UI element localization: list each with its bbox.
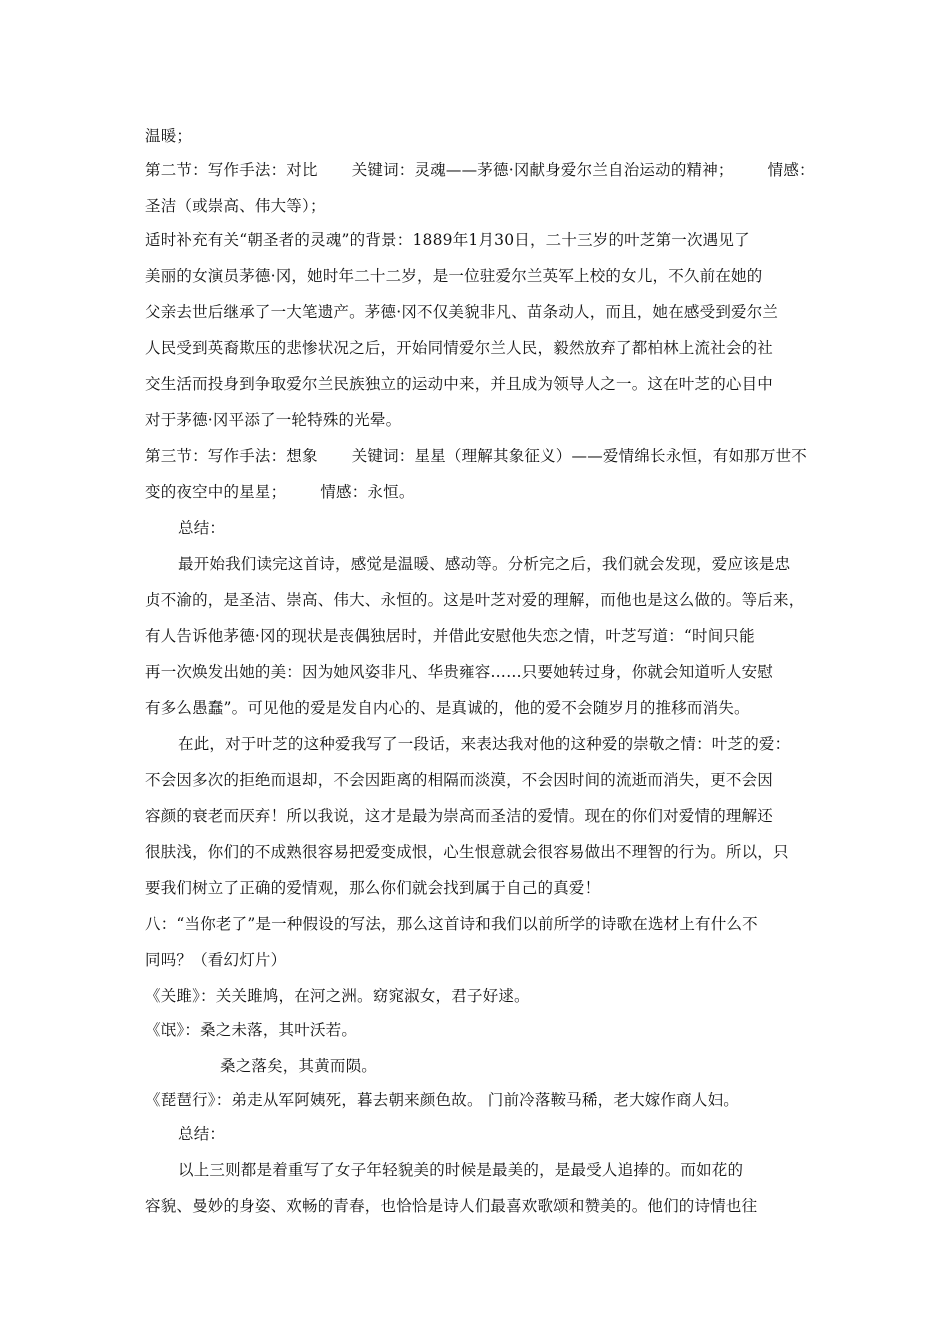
text-line (145, 160, 815, 180)
section-three-emotion: 情感：永恒。 (320, 483, 415, 501)
poem-guanju: 《关雎》：关关雎鸠，在河之洲。窈窕淑女，君子好逑。 (145, 987, 530, 1005)
poem-meng-line2: 桑之落矣，其黄而陨。 (220, 1057, 378, 1075)
text-line: 美丽的女演员茅德·冈，她时年二十二岁，是一位驻爱尔兰英军上校的女儿，不久前在她的 (145, 267, 763, 285)
text-line (145, 482, 415, 502)
text-line: 容颜的衰老而厌弃！所以我说，这才是最为崇高而圣洁的爱情。现在的你们对爱情的理解还 (145, 807, 774, 825)
text-line: 交生活而投身到争取爱尔兰民族独立的运动中来，并且成为领导人之一。这在叶芝的心目中 (145, 375, 774, 393)
section-three-keyword-cont: 变的夜空中的星星； (145, 483, 287, 501)
text-line: 以上三则都是着重写了女子年轻貌美的时候是最美的，是最受人追捧的。而如花的 (178, 1161, 744, 1179)
section-two-method: 第二节：写作手法：对比 (145, 161, 318, 179)
text-line: 父亲去世后继承了一大笔遗产。茅德·冈不仅美貌非凡、苗条动人，而且，她在感受到爱尔兰 (145, 303, 779, 321)
text-line: 再一次焕发出她的美：因为她风姿非凡、华贵雍容……只要她转过身，你就会知道听人安慰 (145, 663, 774, 681)
text-line: 很肤浅，你们的不成熟很容易把爱变成恨，心生恨意就会很容易做出不理智的行为。所以，只 (145, 843, 789, 861)
poem-meng: 《氓》：桑之未落，其叶沃若。 (145, 1021, 358, 1039)
text-line: 容貌、曼妙的身姿、欢畅的青春，也恰恰是诗人们最喜欢歌颂和赞美的。他们的诗情也往 (145, 1197, 758, 1215)
section-three-keyword: 关键词：星星（理解其象征义）——爱情绵长永恒，有如那万世不 (351, 447, 808, 465)
text-line: 温暖； (145, 127, 193, 145)
section-two-emotion-label: 情感： (767, 161, 815, 179)
text-line: 对于茅德·冈平添了一轮特殊的光晕。 (145, 411, 402, 429)
text-line: 有人告诉他茅德·冈的现状是丧偶独居时，并借此安慰他失恋之情，叶芝写道：“时间只能 (145, 627, 755, 645)
text-line (145, 446, 807, 466)
text-line: 在此，对于叶芝的这种爱我写了一段话，来表达我对他的这种爱的崇敬之情：叶芝的爱： (178, 735, 791, 753)
text-line: 要我们树立了正确的爱情观，那么你们就会找到属于自己的真爱！ (145, 879, 601, 897)
text-line: 人民受到英裔欺压的悲惨状况之后，开始同情爱尔兰人民，毅然放弃了都柏林上流社会的社 (145, 339, 774, 357)
summary-heading: 总结： (178, 519, 226, 537)
section-two-keyword: 关键词：灵魂——茅德·冈献身爱尔兰自治运动的精神； (351, 161, 734, 179)
text-line: 八：“当你老了”是一种假设的写法，那么这首诗和我们以前所学的诗歌在选材上有什么不 (145, 915, 758, 933)
section-three-method: 第三节：写作手法：想象 (145, 447, 318, 465)
text-line: 最开始我们读完这首诗，感觉是温暖、感动等。分析完之后，我们就会发现，爱应该是忠 (178, 555, 791, 573)
text-line: 适时补充有关“朝圣者的灵魂”的背景：1889年1月30日，二十三岁的叶芝第一次遇见了 (145, 231, 750, 249)
poem-pipaxing: 《琵琶行》：弟走从军阿姨死，暮去朝来颜色故。 门前冷落鞍马稀，老大嫁作商人妇。 (145, 1091, 739, 1109)
text-line: 有多么愚蠢”。可见他的爱是发自内心的、是真诚的，他的爱不会随岁月的推移而消失。 (145, 699, 750, 717)
text-line: 圣洁（或崇高、伟大等）； (145, 197, 326, 215)
text-line: 不会因多次的拒绝而退却，不会因距离的相隔而淡漠，不会因时间的流逝而消失，更不会因 (145, 771, 774, 789)
summary-heading: 总结： (178, 1125, 226, 1143)
text-line: 同吗？（看幻灯片） (145, 951, 287, 969)
text-line: 贞不渝的，是圣洁、崇高、伟大、永恒的。这是叶芝对爱的理解，而他也是这么做的。等后来， (145, 591, 805, 609)
